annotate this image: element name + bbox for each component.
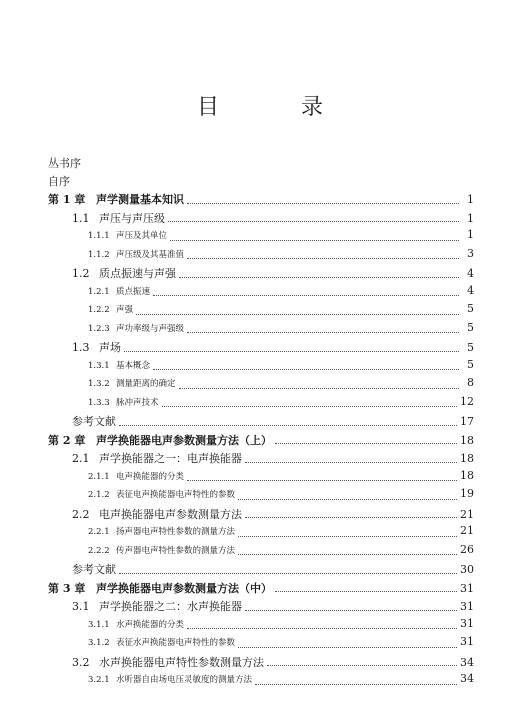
- toc-entry-page-number: 21: [460, 507, 474, 521]
- toc-entry-title: 表征水声换能器电声特性的参数: [116, 638, 236, 648]
- dot-leader: [275, 591, 457, 592]
- toc-entry-number: 1.3.3: [88, 397, 110, 408]
- dot-leader: [119, 573, 457, 574]
- toc-entry-page-number: 3: [467, 246, 474, 260]
- toc-entry-page-number: 26: [460, 542, 474, 556]
- toc-entry-title: 测量距离的确定: [116, 379, 176, 389]
- toc-entry-page-number: 5: [467, 320, 474, 334]
- toc-entry-number: 2.2.1: [88, 527, 110, 537]
- toc-entry-title: 丛书序: [48, 157, 81, 170]
- toc-entry-title: 声学换能器电声参数测量方法（中）: [96, 581, 272, 595]
- toc-entry-sub[interactable]: [48, 358, 474, 377]
- toc-entry-page-number: 4: [467, 267, 474, 280]
- toc-entry-page-number: 4: [467, 283, 474, 297]
- toc-entry-page-number: 17: [460, 415, 474, 428]
- dot-leader: [238, 499, 457, 500]
- toc-entry-page-number: 1: [467, 228, 474, 241]
- toc-entry-section[interactable]: [48, 506, 474, 525]
- dot-leader: [187, 258, 459, 259]
- toc-entry-number: 3.1: [72, 600, 90, 613]
- toc-entry-number: 1.1: [72, 211, 90, 225]
- toc-entry-title: 扬声器电声特性参数的测量方法: [116, 527, 236, 537]
- toc-entry-title: 声学测量基本知识: [96, 193, 184, 206]
- table-of-contents: [48, 155, 474, 691]
- toc-entry-number: 2.1.2: [88, 490, 110, 500]
- toc-entry-title: 质点振速与声强: [99, 267, 176, 280]
- toc-entry-page-number: 31: [460, 581, 474, 595]
- toc-entry-sub[interactable]: [48, 321, 474, 340]
- toc-entry-title: 基本概念: [116, 360, 151, 371]
- dot-leader: [275, 443, 457, 444]
- toc-entry-title: 表征电声换能器电声特性的参数: [116, 490, 236, 500]
- toc-entry-number: 第 2 章: [48, 433, 86, 447]
- toc-entry-section[interactable]: [48, 210, 474, 229]
- toc-entry-title: 声压与声压级: [99, 211, 165, 225]
- toc-entry-title: 声压及其单位: [116, 231, 168, 241]
- dot-leader: [179, 388, 459, 389]
- dot-leader: [187, 203, 459, 204]
- toc-entry-title: 传声器电声特性参数的测量方法: [116, 545, 236, 556]
- toc-entry-section[interactable]: [48, 339, 474, 358]
- toc-entry-number: 1.3.2: [88, 379, 110, 389]
- toc-entry-title: 水听器自由场电压灵敏度的测量方法: [116, 675, 253, 685]
- toc-entry-title: 质点振速: [116, 286, 151, 297]
- toc-entry-page-number: 31: [460, 600, 474, 613]
- toc-entry-sub[interactable]: [48, 524, 474, 543]
- toc-entry-number: 1.3.1: [88, 360, 110, 371]
- toc-entry-number: 2.1: [72, 452, 90, 465]
- toc-entry-title: 水声换能器电声特性参数测量方法: [99, 655, 264, 669]
- dot-leader: [187, 480, 457, 481]
- dot-leader: [153, 295, 459, 296]
- toc-entry-page-number: 34: [460, 672, 474, 685]
- toc-entry-number: 第 3 章: [48, 581, 86, 595]
- toc-entry-title: 声学换能器电声参数测量方法（上）: [96, 433, 272, 447]
- dot-leader: [187, 628, 457, 629]
- toc-entry-number: 2.1.1: [88, 471, 110, 482]
- dot-leader: [168, 221, 459, 222]
- toc-entry-number: 2.2.2: [88, 545, 110, 556]
- toc-entry-chapter[interactable]: [48, 432, 474, 451]
- toc-entry-title: 自序: [48, 175, 70, 188]
- dot-leader: [187, 332, 459, 333]
- toc-entry-title: 电声换能器电声参数测量方法: [99, 507, 242, 521]
- dot-leader: [238, 647, 457, 648]
- toc-entry-title: 声强: [116, 305, 134, 315]
- toc-entry-page-number: 18: [460, 433, 474, 447]
- toc-entry-number: 1.1.1: [88, 231, 110, 241]
- toc-entry-sub[interactable]: [48, 469, 474, 488]
- toc-entry-number: 1.2.1: [88, 286, 110, 297]
- toc-entry-number: 1.2.2: [88, 305, 110, 315]
- toc-entry-sub[interactable]: [48, 617, 474, 636]
- toc-entry-number: 1.2.3: [88, 323, 110, 334]
- toc-entry-section[interactable]: [48, 265, 474, 284]
- toc-entry-title: 参考文献: [72, 415, 116, 428]
- dot-leader: [255, 684, 457, 685]
- toc-entry-number: 2.2: [72, 507, 90, 521]
- toc-entry-number: 1.2: [72, 267, 90, 280]
- toc-entry-section[interactable]: [48, 450, 474, 469]
- toc-entry-ref[interactable]: [48, 413, 474, 432]
- toc-entry-sub[interactable]: [48, 395, 474, 414]
- dot-leader: [153, 369, 459, 370]
- dot-leader: [238, 554, 457, 555]
- toc-entry-chapter[interactable]: [48, 191, 474, 210]
- toc-entry-page-number: 31: [460, 616, 474, 630]
- toc-entry-sub[interactable]: [48, 672, 474, 691]
- toc-entry-section[interactable]: [48, 654, 474, 673]
- toc-entry-sub[interactable]: [48, 228, 474, 247]
- toc-entry-page-number: 5: [467, 341, 474, 354]
- toc-entry-page-number: 1: [467, 193, 474, 206]
- toc-entry-title: 脉冲声技术: [116, 397, 159, 408]
- toc-entry-title: 参考文献: [72, 563, 116, 576]
- toc-entry-sub[interactable]: [48, 284, 474, 303]
- toc-entry-title: 声压级及其基准值: [116, 249, 185, 260]
- toc-entry-number: 3.2.1: [88, 675, 110, 685]
- dot-leader: [245, 610, 457, 611]
- toc-entry-page-number: 30: [460, 563, 474, 576]
- toc-entry-page-number: 31: [460, 635, 474, 648]
- toc-entry-page-number: 19: [460, 487, 474, 500]
- toc-entry-title: 声学换能器之二：水声换能器: [99, 600, 242, 613]
- toc-entry-title: 电声换能器的分类: [116, 471, 185, 482]
- dot-leader: [162, 406, 457, 407]
- toc-entry-ref[interactable]: [48, 561, 474, 580]
- dot-leader: [119, 425, 457, 426]
- page-title: 目 录: [196, 95, 353, 120]
- toc-entry-number: 3.1.2: [88, 638, 110, 648]
- toc-entry-sub[interactable]: [48, 635, 474, 654]
- toc-entry-page-number: 21: [460, 524, 474, 537]
- toc-entry-title: 声场: [99, 341, 121, 354]
- toc-entry-page-number: 5: [467, 302, 474, 315]
- toc-entry-sub[interactable]: [48, 376, 474, 395]
- dot-leader: [170, 240, 459, 241]
- toc-entry-page-number: 34: [460, 655, 474, 669]
- toc-entry-page-number: 18: [460, 468, 474, 482]
- toc-entry-page-number: 18: [460, 452, 474, 465]
- dot-leader: [245, 462, 457, 463]
- toc-entry-title: 声学换能器之一：电声换能器: [99, 452, 242, 465]
- toc-entry-page-number: 5: [467, 357, 474, 371]
- toc-entry-front[interactable]: [48, 173, 474, 191]
- dot-leader: [124, 351, 459, 352]
- toc-entry-number: 3.1.1: [88, 619, 110, 630]
- toc-entry-sub[interactable]: [48, 543, 474, 562]
- toc-entry-sub[interactable]: [48, 302, 474, 321]
- dot-leader: [238, 536, 457, 537]
- dot-leader: [179, 277, 459, 278]
- toc-entry-page-number: 8: [467, 376, 474, 389]
- toc-entry-section[interactable]: [48, 598, 474, 617]
- toc-entry-page-number: 12: [460, 394, 474, 408]
- toc-entry-front[interactable]: [48, 155, 474, 173]
- toc-entry-page-number: 1: [467, 211, 474, 225]
- toc-entry-number: 1.3: [72, 341, 90, 354]
- toc-entry-sub[interactable]: [48, 247, 474, 266]
- toc-entry-number: 3.2: [72, 655, 90, 669]
- toc-entry-number: 1.1.2: [88, 249, 110, 260]
- toc-entry-sub[interactable]: [48, 487, 474, 506]
- toc-entry-title: 声功率级与声强级: [116, 323, 185, 334]
- toc-entry-number: 第 1 章: [48, 193, 86, 206]
- toc-entry-chapter[interactable]: [48, 580, 474, 599]
- dot-leader: [245, 517, 457, 518]
- toc-entry-title: 水声换能器的分类: [116, 619, 185, 630]
- dot-leader: [267, 665, 457, 666]
- dot-leader: [136, 314, 459, 315]
